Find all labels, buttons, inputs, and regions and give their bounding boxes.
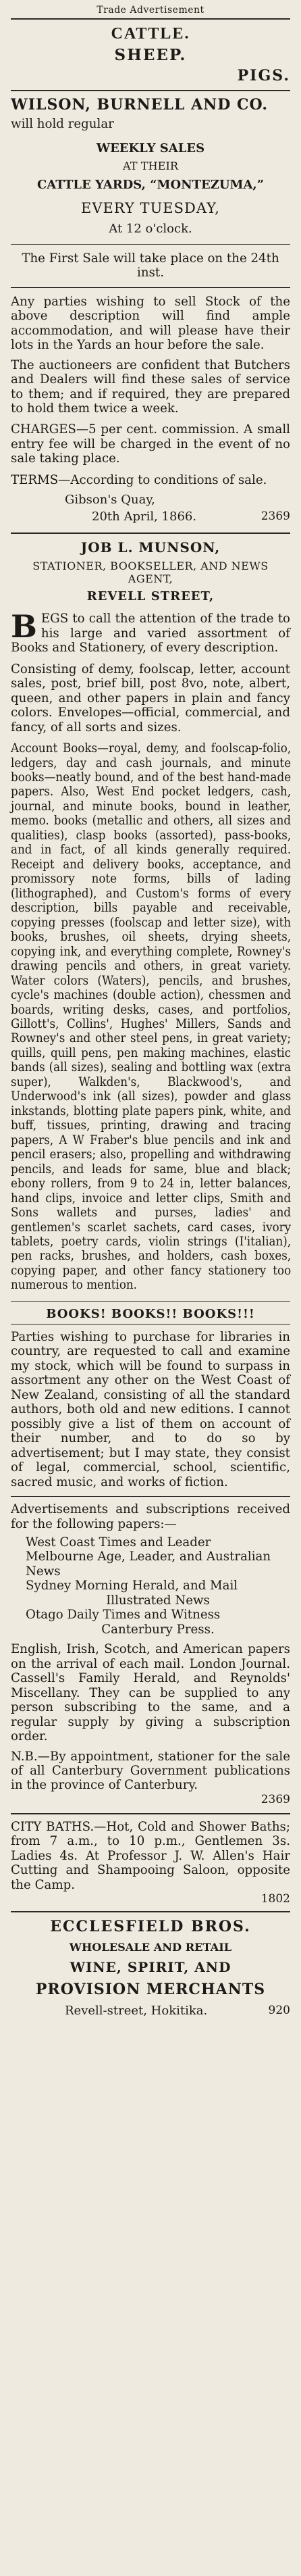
munson-intro-block — [11, 608, 290, 655]
trade-advertisement-header — [11, 3, 290, 16]
wilson-paragraph-1: Any parties wishing to sell Stock of the above description will find ample accommodation, and will please have their lots in the Yards an hour before the sale. — [11, 294, 290, 353]
baths-ad-number: 1802 — [261, 1892, 290, 1906]
paper-item: Illustrated News — [106, 1593, 210, 1608]
header-label: Trade Advertisement — [97, 5, 204, 16]
wilson-terms: TERMS—According to conditions of sale. — [11, 472, 267, 487]
ecclesfield-trade: WINE, SPIRIT, AND — [70, 1959, 231, 1976]
ecclesfield-advert — [11, 1918, 290, 2023]
paper-item: Sydney Morning Herald, and Mail — [26, 1579, 238, 1593]
ecclesfield-wholesale: WHOLESALE AND RETAIL — [69, 1941, 232, 1954]
papers-list — [11, 1535, 290, 1637]
munson-paragraph-5: English, Irish, Scotch, and American papers on the arrival of each mail. London Journal. Cassell's Family Herald, and Reynolds' Miscellany. They can be supplied to any person subscribing to the same, and a regular supply by giving a subscription order. — [11, 1642, 290, 1744]
paper-item: Otago Daily Times and Witness — [26, 1608, 221, 1623]
pigs-heading: PIGS. — [237, 67, 290, 84]
ecclesfield-address-row — [11, 2004, 290, 2023]
divider — [11, 532, 290, 534]
munson-name: JOB L. MUNSON, — [80, 539, 221, 556]
paper-item: Canterbury Press. — [101, 1622, 215, 1637]
sale-time: At 12 o'clock. — [109, 221, 192, 236]
munson-trade: STATIONER, BOOKSELLER, AND NEWS AGENT, — [32, 560, 269, 586]
ecclesfield-ad-number: 920 — [268, 2004, 290, 2018]
divider — [11, 1813, 290, 1814]
wilson-will-hold: will hold regular — [11, 117, 114, 132]
dropcap-b: B — [11, 608, 37, 645]
divider — [11, 90, 290, 91]
munson-paragraph-1: Consisting of demy, foolscap, letter, account sales, post, brief bill, post 8vo, note, albert, queen, and other papers in plain and fancy colors. Envelopes—official, commercial, and fancy, of all sorts and sizes. — [11, 662, 290, 735]
weekly-sales-heading: WEEKLY SALES — [96, 141, 205, 155]
advert-column — [11, 0, 290, 2576]
city-baths-advert — [11, 1820, 290, 1907]
sheep-heading: SHEEP. — [114, 46, 187, 64]
divider — [11, 244, 290, 245]
divider — [11, 287, 290, 288]
every-tuesday: EVERY TUESDAY, — [81, 199, 220, 216]
cattle-heading: CATTLE. — [111, 25, 190, 43]
first-sale-notice: The First Sale will take place on the 24th inst. — [22, 251, 279, 280]
wilson-date: 20th April, 1866. — [92, 510, 197, 524]
munson-ad-number: 2369 — [261, 1792, 290, 1806]
munson-paragraph-4: Advertisements and subscriptions received for the following papers:— — [11, 1502, 290, 1531]
wilson-place: Gibson's Quay, — [65, 493, 155, 507]
munson-number-row — [11, 1793, 290, 1809]
paper-item: Melbourne Age, Leader, and Australian News — [26, 1550, 271, 1579]
baths-number-row — [11, 1892, 290, 1907]
cattle-yards-label: CATTLE YARDS, “MONTEZUMA,” — [36, 177, 265, 192]
munson-paragraph-3: Parties wishing to purchase for libraries in country, are requested to call and examine my stock, which will be found to surpass in assortment any other on the West Coast of New Zealand, consisting of all the standard authors, both old and new editions. I cannot possibly give a list of them on account of their number, and to do so by advertisement; but I may state, they consist of legal, commercial, school, scientific, sacred music, and works of fiction. — [11, 1329, 290, 1489]
divider — [11, 1496, 290, 1497]
ecclesfield-name: ECCLESFIELD BROS. — [50, 1918, 251, 1936]
munson-street: REVELL STREET, — [86, 589, 215, 604]
ecclesfield-address: Revell-street, Hokitika. — [65, 2004, 208, 2018]
divider — [11, 1911, 290, 1912]
munson-intro: EGS to call the attention of the trade to his large and varied assortment of Books and Stationery, of every description. — [11, 612, 290, 655]
munson-paragraph-2: Account Books—royal, demy, and foolscap-folio, ledgers, day and cash journals, and minute books—neatly bound, and of the best hand-made papers. Also, West End pocket ledgers, cash, journal, and minute books, bound in leather, memo. books (metallic and others, all sizes and qualities), clasp books (assorted), pass-books, and in fact, of all kinds generally required. Receipt and delivery books, acceptance, and promissory note forms, bills of lading (lithographed), and Custom's forms of every description, bills payable and receivable, copying presses (foolscap and letter size), with books, brushes, oil sheets, drying sheets, copying ink, and everything complete, Rowney's drawing pencils and others, in great variety. Water colors (Waters), pencils, and brushes, cycle's machines (double action), chessmen and boards, writing desks, cases, and portfolios, Gillott's, Collins', Hughes' Millers, Sands and Rowney's and other steel pens, in great variety; quills, quill pens, pen making machines, elastic bands (all sizes), sealing and bottling wax (extra super), Walkden's, Blackwood's, and Underwood's ink (all sizes), powder and glass inkstands, blotting plate papers pink, white, and buff, tissues, printing, drawing and tracing papers, A W Fraber's blue pencils and ink and pencil erasers; also, propelling and withdrawing pencils, and leads for same, blue and black; ebony rollers, from 9 to 24 in, letter balances, hand clips, invoice and letter clips, Smith and Sons wallets and purses, ladies' and gentlemen's scarlet sachets, card cases, ivory tablets, poetry cards, violin strings (I'italian), pen racks, brushes, and holders, cash boxes, copying paper, and other fancy stationery too numerous to mention. — [11, 741, 292, 1293]
wilson-charges: CHARGES—5 per cent. commission. A small entry fee will be charged in the event of no sale taking place. — [11, 422, 290, 466]
books-heading: BOOKS! BOOKS!! BOOKS!!! — [46, 1306, 255, 1321]
divider — [11, 1301, 290, 1302]
wilson-date-row — [11, 510, 290, 526]
munson-paragraph-6: N.B.—By appointment, stationer for the sale of all Canterbury Government publications in the province of Canterbury. — [11, 1749, 290, 1793]
city-baths-text: CITY BATHS.—Hot, Cold and Shower Baths; from 7 a.m., to 10 p.m., Gentlemen 3s. Ladies 4s. At Professor J. W. Allen's Hair Cutting and Shampooing Saloon, opposite the Camp. — [11, 1819, 290, 1892]
wilson-ad-number: 2369 — [261, 510, 290, 524]
at-their-label: AT THEIR — [122, 159, 179, 172]
divider — [11, 18, 290, 20]
wilson-paragraph-2: The auctioneers are confident that Butchers and Dealers will find these sales of service to them; and if required, they are prepared to hold them twice a week. — [11, 357, 290, 416]
wilson-title: WILSON, BURNELL AND CO. — [11, 96, 269, 114]
ecclesfield-provision: PROVISION MERCHANTS — [35, 1981, 266, 1999]
paper-item: West Coast Times and Leader — [26, 1535, 211, 1550]
wilson-advert — [11, 97, 290, 526]
munson-advert — [11, 539, 290, 1809]
